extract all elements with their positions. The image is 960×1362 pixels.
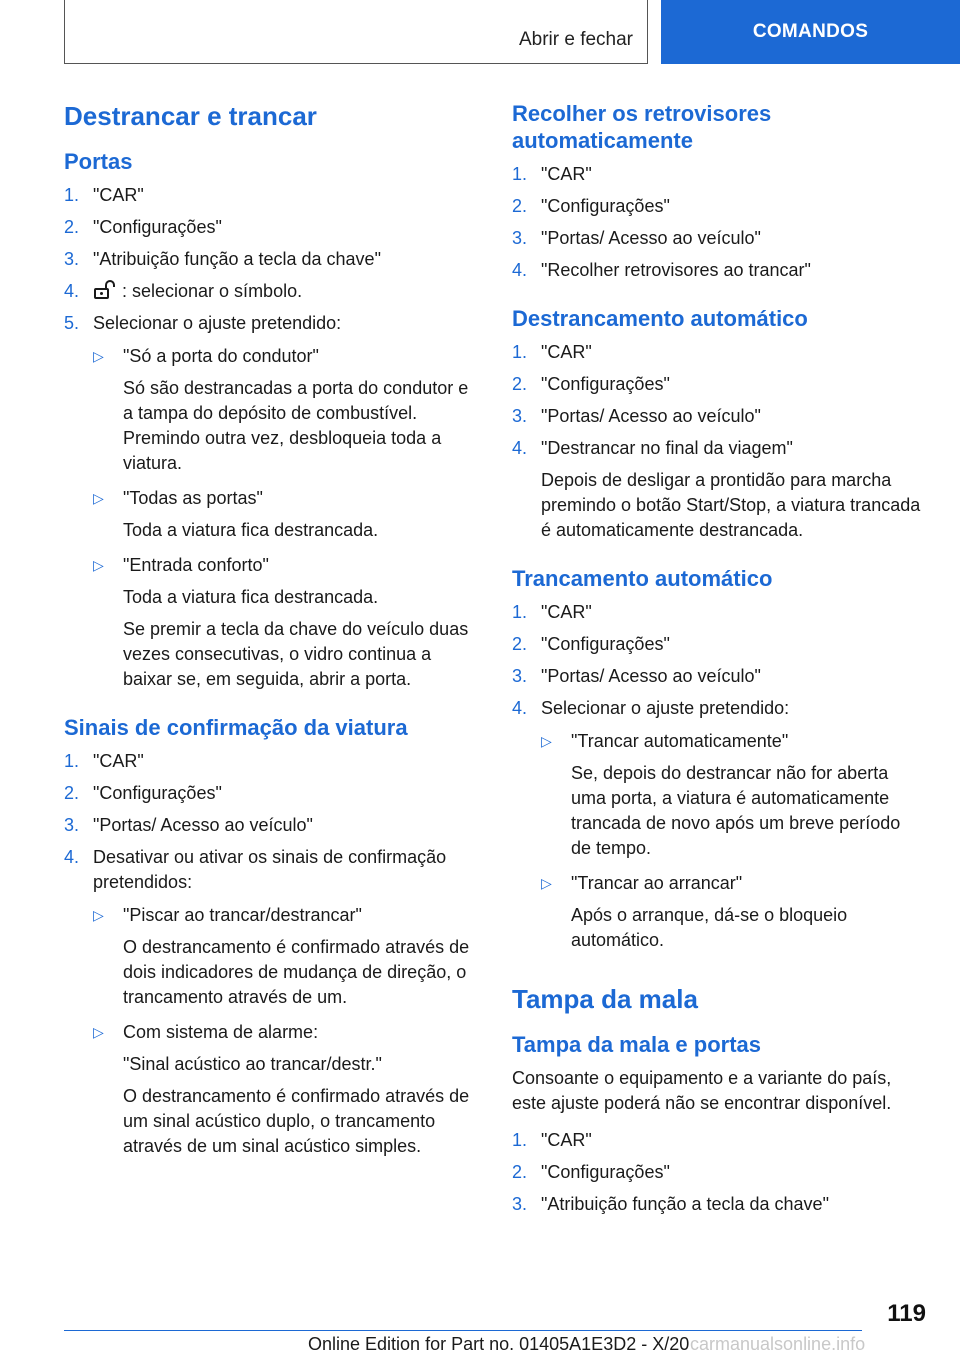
list-item <box>512 436 922 543</box>
step-text: "Destrancar no final da viagem" <box>541 438 793 458</box>
list-item <box>512 1128 922 1153</box>
heading-tampa: Tampa da mala e portas <box>512 1032 762 1057</box>
step-text: "Configurações" <box>93 783 222 803</box>
step-number: 3. <box>64 815 80 835</box>
options-list <box>93 344 480 692</box>
option-label: "Trancar ao arrancar" <box>571 873 743 893</box>
step-number: 3. <box>512 228 528 248</box>
step-text: "Configurações" <box>541 196 670 216</box>
option-item <box>93 486 480 543</box>
step-text: "CAR" <box>541 1130 592 1150</box>
list-item <box>512 696 922 953</box>
step-number: 1. <box>64 751 80 771</box>
list-item <box>512 162 922 187</box>
steps-recolher <box>512 162 922 283</box>
left-column <box>64 100 480 1169</box>
footer-edition: Online Edition for Part no. 01405A1E3D2 - X/20 <box>308 1334 690 1354</box>
step-number: 2. <box>64 783 80 803</box>
step-number: 3. <box>512 1194 528 1214</box>
step-text: "CAR" <box>541 342 592 362</box>
list-item <box>64 813 480 838</box>
list-item <box>512 600 922 625</box>
watermark: carmanualsonline.info <box>690 1334 866 1354</box>
list-item <box>64 845 480 1159</box>
option-description: Toda a viatura fica destrancada. <box>123 520 379 540</box>
section-title: Abrir e fechar <box>518 29 633 50</box>
step-text: Selecionar o ajuste pretendido: <box>541 698 790 718</box>
step-number: 3. <box>512 406 528 426</box>
option-item <box>541 871 922 953</box>
page-number: 119 <box>887 1300 926 1327</box>
header-bar <box>64 0 648 64</box>
option-description: Após o arranque, dá-se o bloqueio automático. <box>571 905 848 950</box>
step-number: 4. <box>64 847 80 867</box>
option-label: "Entrada conforto" <box>123 555 269 575</box>
list-item <box>512 340 922 365</box>
step-text: "Portas/ Acesso ao veículo" <box>93 815 313 835</box>
option-label: "Só a porta do condutor" <box>123 346 319 366</box>
step-number: 4. <box>64 281 80 301</box>
option-item <box>541 729 922 861</box>
step-text: "Portas/ Acesso ao veículo" <box>541 406 761 426</box>
step-number: 2. <box>64 217 80 237</box>
option-item <box>93 344 480 476</box>
list-item <box>512 664 922 689</box>
step-text: "Configurações" <box>93 217 222 237</box>
step-number: 3. <box>64 249 80 269</box>
step-number: 1. <box>512 164 528 184</box>
option-description: Se premir a tecla da chave do veículo duas vezes consecutivas, o vidro continua a baixar se, em seguida, abrir a porta. <box>123 619 469 689</box>
step-number: 5. <box>64 313 80 333</box>
step-number: 4. <box>512 260 528 280</box>
list-item <box>512 194 922 219</box>
step-text: "CAR" <box>541 602 592 622</box>
options-list <box>93 903 480 1159</box>
heading-destrancamento: Destrancamento automático <box>512 306 808 331</box>
heading-recolher: Recolher os retrovisores automaticamente <box>512 101 772 153</box>
step-number: 1. <box>64 185 80 205</box>
step-text: "Configurações" <box>541 634 670 654</box>
step-text: "Atribuição função a tecla da chave" <box>93 249 381 269</box>
step-text: "CAR" <box>93 185 144 205</box>
step-number: 4. <box>512 698 528 718</box>
list-item <box>64 183 480 208</box>
step-number: 2. <box>512 1162 528 1182</box>
step-number: 1. <box>512 342 528 362</box>
option-description: Toda a viatura fica destrancada. <box>123 587 379 607</box>
list-item <box>512 258 922 283</box>
option-description: Se, depois do destrancar não for aberta uma porta, a viatura é automaticamente trancada de novo após um breve período de tempo. <box>571 763 901 858</box>
list-item <box>512 632 922 657</box>
step-number: 2. <box>512 196 528 216</box>
list-item <box>64 749 480 774</box>
heading-portas: Portas <box>64 149 133 174</box>
list-item <box>512 372 922 397</box>
step-number: 2. <box>512 374 528 394</box>
triangle-right-icon: ▷ <box>93 907 104 923</box>
triangle-right-icon: ▷ <box>93 348 104 364</box>
list-item <box>64 279 480 304</box>
unlock-icon <box>93 280 117 300</box>
step-number: 4. <box>512 438 528 458</box>
step-text: "CAR" <box>541 164 592 184</box>
footer-divider <box>64 1330 862 1331</box>
option-label: Com sistema de alarme: <box>123 1022 319 1042</box>
step-text: "Portas/ Acesso ao veículo" <box>541 228 761 248</box>
options-list <box>541 729 922 953</box>
heading-trancamento: Trancamento automático <box>512 566 773 591</box>
steps-sinais <box>64 749 480 1159</box>
steps-portas <box>64 183 480 692</box>
heading-sinais: Sinais de confirmação da viatura <box>64 715 408 740</box>
triangle-right-icon: ▷ <box>93 557 104 573</box>
option-label: "Todas as portas" <box>123 488 263 508</box>
option-description: "Sinal acústico ao trancar/destr." <box>123 1054 382 1074</box>
step-number: 3. <box>512 666 528 686</box>
list-item <box>512 1160 922 1185</box>
option-label: "Trancar automaticamente" <box>571 731 789 751</box>
step-number: 1. <box>512 602 528 622</box>
list-item <box>64 247 480 272</box>
option-description: Só são destrancadas a porta do condutor e a tampa do depósito de combustível. Premindo outra vez, desbloqueia toda a viatura. <box>123 378 469 473</box>
list-item <box>512 226 922 251</box>
section-title-tampa: Tampa da mala <box>512 984 698 1014</box>
triangle-right-icon: ▷ <box>541 875 552 891</box>
step-note: Depois de desligar a prontidão para marcha premindo o botão Start/Stop, a viatura trancada é automaticamente destrancada. <box>541 470 921 540</box>
step-text: Selecionar o ajuste pretendido: <box>93 313 342 333</box>
step-text: Desativar ou ativar os sinais de confirmação pretendidos: <box>93 847 447 892</box>
option-description: O destrancamento é confirmado através de dois indicadores de mudança de direção, o trancamento através de um. <box>123 937 470 1007</box>
option-label: "Piscar ao trancar/destrancar" <box>123 905 362 925</box>
step-text: : selecionar o símbolo. <box>117 281 303 301</box>
list-item <box>512 1192 922 1217</box>
page-title: Destrancar e trancar <box>64 101 317 131</box>
list-item <box>64 311 480 692</box>
step-text: "Configurações" <box>541 374 670 394</box>
list-item <box>64 781 480 806</box>
chapter-tab[interactable]: COMANDOS <box>661 0 960 64</box>
step-number: 2. <box>512 634 528 654</box>
steps-destrancamento <box>512 340 922 543</box>
steps-tampa <box>512 1128 922 1217</box>
step-text: "Configurações" <box>541 1162 670 1182</box>
steps-trancamento <box>512 600 922 953</box>
option-item <box>93 903 480 1010</box>
option-description: O destrancamento é confirmado através de um sinal acústico duplo, o trancamento através de um sinal acústico simples. <box>123 1086 470 1156</box>
step-text: "Atribuição função a tecla da chave" <box>541 1194 829 1214</box>
option-item <box>93 553 480 692</box>
triangle-right-icon: ▷ <box>93 490 104 506</box>
step-text: "Recolher retrovisores ao trancar" <box>541 260 811 280</box>
intro-paragraph: Consoante o equipamento e a variante do país, este ajuste poderá não se encontrar disponível. <box>512 1068 892 1113</box>
triangle-right-icon: ▷ <box>541 733 552 749</box>
step-number: 1. <box>512 1130 528 1150</box>
triangle-right-icon: ▷ <box>93 1024 104 1040</box>
list-item <box>64 215 480 240</box>
list-item <box>512 404 922 429</box>
step-text: "CAR" <box>93 751 144 771</box>
right-column <box>512 100 922 1224</box>
option-item <box>93 1020 480 1159</box>
step-text: "Portas/ Acesso ao veículo" <box>541 666 761 686</box>
